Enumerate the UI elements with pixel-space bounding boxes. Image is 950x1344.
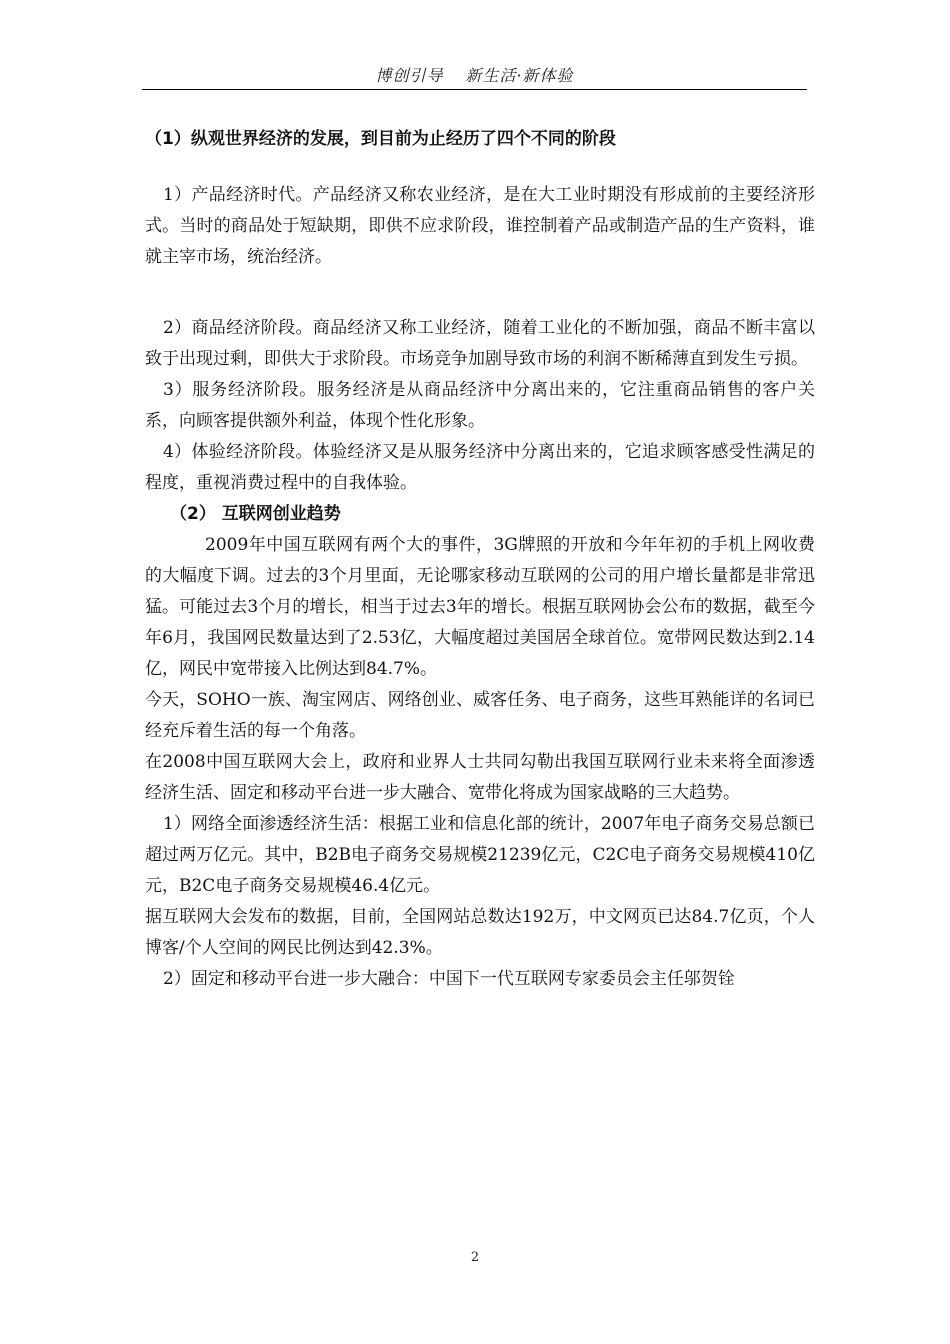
section-1-paragraph-1: 1）产品经济时代。产品经济又称农业经济，是在大工业时期没有形成前的主要经济形式。当时的商品处于短缺期，即供不应求阶段，谁控制着产品或制造产品的生产资料，谁就主宰市场，统治经济。 bbox=[145, 185, 815, 267]
section-2-paragraph-6: 2）固定和移动平台进一步大融合：中国下一代互联网专家委员会主任邬贺铨 bbox=[163, 969, 735, 989]
section-1-heading: （1）纵观世界经济的发展，到目前为止经历了四个不同的阶段 bbox=[145, 129, 616, 149]
section-1 bbox=[145, 124, 815, 155]
section-1-paragraph-1-block bbox=[145, 180, 815, 273]
section-2-paragraph-5: 据互联网大会发布的数据，目前，全国网站总数达192万，中文网页已达84.7亿页，个人博客/个人空间的网民比例达到42.3%。 bbox=[145, 907, 815, 958]
header-right-text: 新生活·新体验 bbox=[465, 66, 574, 85]
section-1-paragraph-3: 3）服务经济阶段。服务经济是从商品经济中分离出来的，它注重商品销售的客户关系，向顾客提供额外利益，体现个性化形象。 bbox=[145, 380, 815, 431]
section-2-paragraph-4: 1）网络全面渗透经济生活：根据工业和信息化部的统计，2007年电子商务交易总额已超过两万亿元。其中，B2B电子商务交易规模21239亿元，C2C电子商务交易规模410亿元，B2C电子商务交易规模46.4亿元。 bbox=[145, 814, 815, 896]
section-2-paragraph-3: 在2008中国互联网大会上，政府和业界人士共同勾勒出我国互联网行业未来将全面渗透经济生活、固定和移动平台进一步大融合、宽带化将成为国家战略的三大趋势。 bbox=[145, 752, 815, 803]
section-1-paragraph-4: 4）体验经济阶段。体验经济又是从服务经济中分离出来的，它追求顾客感受性满足的程度，重视消费过程中的自我体验。 bbox=[145, 442, 815, 493]
header-left-text: 博创引导 bbox=[375, 66, 444, 85]
section-2-heading: （2） 互联网创业趋势 bbox=[170, 504, 341, 524]
header-divider bbox=[142, 89, 807, 90]
section-2-paragraph-2: 今天，SOHO一族、淘宝网店、网络创业、威客任务、电子商务，这些耳熟能详的名词已经充斥着生活的每一个角落。 bbox=[145, 690, 815, 741]
section-1-paragraphs bbox=[145, 313, 815, 995]
section-2-paragraph-1: 2009年中国互联网有两个大的事件，3G牌照的开放和今年年初的手机上网收费的大幅度下调。过去的3个月里面，无论哪家移动互联网的公司的用户增长量都是非常迅猛。可能过去3个月的增长，相当于过去3年的增长。根据互联网协会公布的数据，截至今年6月，我国网民数量达到了2.53亿，大幅度超过美国居全球首位。宽带网民数达到2.14亿，网民中宽带接入比例达到84.7%。 bbox=[145, 535, 815, 679]
page-header bbox=[142, 63, 807, 86]
section-1-paragraph-2: 2）商品经济阶段。商品经济又称工业经济，随着工业化的不断加强，商品不断丰富以致于出现过剩，即供大于求阶段。市场竞争加剧导致市场的利润不断稀薄直到发生亏损。 bbox=[145, 318, 815, 369]
page-number: 2 bbox=[470, 1250, 480, 1265]
